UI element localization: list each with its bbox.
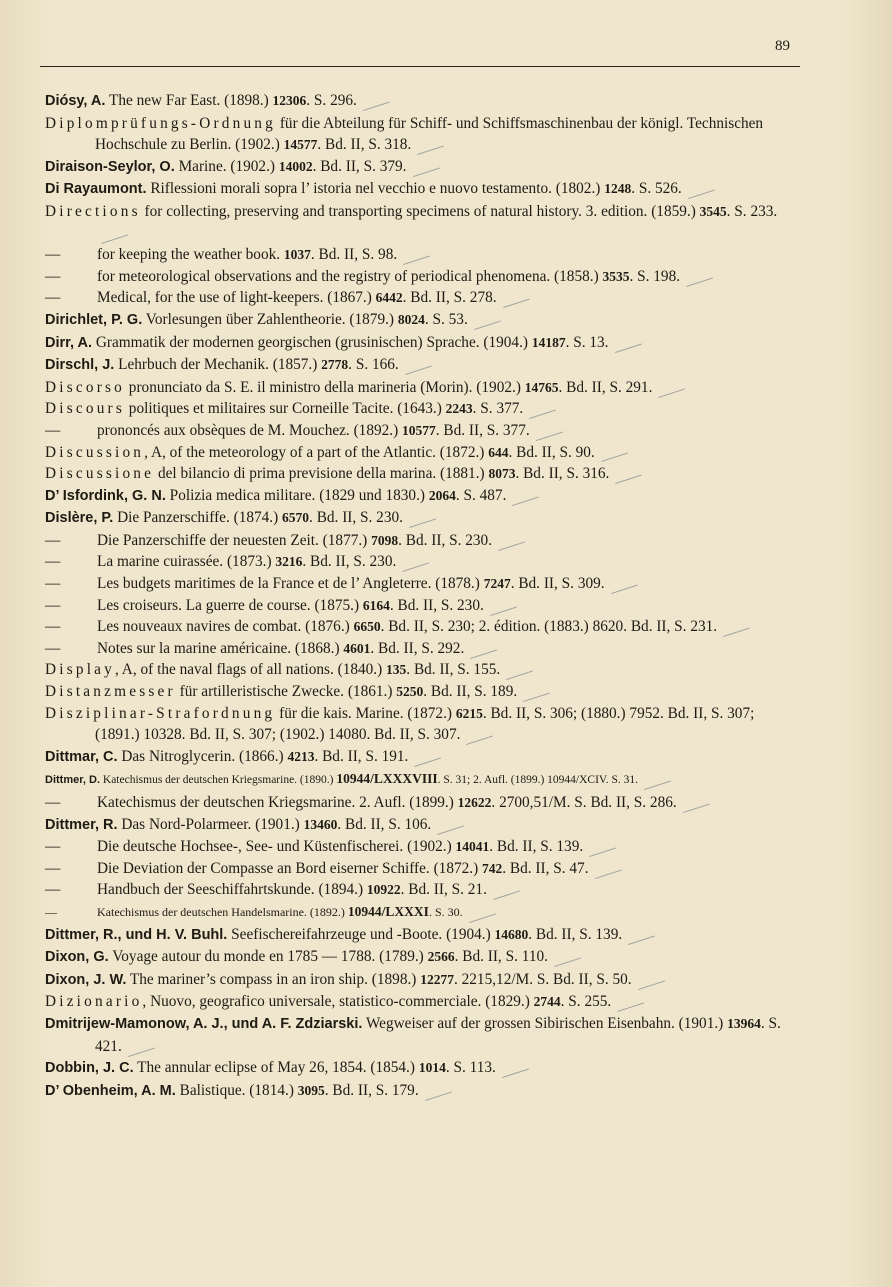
pencil-check-mark	[466, 904, 496, 923]
entry-number: 13460	[303, 816, 338, 832]
entry-author: Dittmer, R., und H. V. Buhl.	[45, 926, 228, 943]
ditto-dash: —	[45, 859, 61, 877]
index-entry	[45, 681, 797, 703]
entry-title: Vorlesungen über Zahlentheorie. (1879.)	[142, 310, 398, 328]
entry-location: . Bd. II, S. 318.	[317, 136, 412, 154]
entry-title: The annular eclipse of May 26, 1854. (1854.)	[133, 1059, 419, 1077]
entry-location: . Bd. II, S. 230; 2. édition. (1883.) 8620. Bd. II, S. 231.	[380, 618, 718, 636]
entry-location: . Bd. II, S. 230.	[309, 509, 403, 527]
ditto-dash: —	[45, 246, 61, 264]
entry-location: . Bd. II, S. 98.	[310, 246, 398, 264]
ditto-dash: —	[45, 421, 61, 439]
entry-number: 14577	[283, 137, 318, 153]
entry-location: . S. 166.	[348, 356, 399, 374]
entry-number: 644	[488, 444, 509, 460]
entry-title: for collecting, preserving and transporting specimens of natural history. 3. edition. (1859.)	[140, 202, 700, 220]
index-entry	[45, 178, 797, 201]
pencil-check-mark	[499, 1059, 529, 1078]
entry-title: for meteorological observations and the registry of periodical phenomena. (1858.)	[97, 267, 603, 285]
entry-number: 4213	[287, 748, 315, 764]
header-rule	[40, 66, 800, 67]
index-subentry	[45, 595, 797, 617]
entry-title: für artilleristische Zwecke. (1861.)	[175, 683, 397, 701]
pencil-check-mark	[490, 881, 520, 900]
ditto-dash: —	[45, 531, 61, 549]
pencil-check-mark	[414, 136, 444, 155]
entry-author: Dirschl, J.	[45, 357, 115, 374]
entry-location: . S. 255.	[560, 993, 612, 1011]
pencil-check-mark	[685, 180, 715, 199]
index-entry	[45, 1013, 797, 1057]
pencil-check-mark	[509, 487, 539, 506]
index-subentry	[45, 551, 797, 573]
entry-title: für die Abteilung für Schiff- und Schiffsmaschinenbau der königl. Technischen Hochschule zu Berlin. (1902.)	[95, 114, 764, 154]
pencil-check-mark	[526, 400, 556, 419]
pencil-check-mark	[411, 748, 441, 767]
pencil-check-mark	[402, 356, 432, 375]
pencil-check-mark	[503, 661, 533, 680]
entry-title: Die Panzerschiffe der neuesten Zeit. (1877.)	[97, 531, 372, 549]
pencil-check-mark	[612, 465, 642, 484]
entry-number: 10944/LXXXVIII	[336, 771, 438, 787]
entry-title: Wegweiser auf der grossen Sibirischen Eisenbahn. (1901.)	[362, 1014, 728, 1032]
pencil-check-mark	[98, 224, 128, 243]
pencil-check-mark	[611, 333, 641, 352]
index-entry	[45, 463, 797, 485]
entry-title: Voyage autour du monde en 1785 — 1788. (1789.)	[108, 948, 428, 966]
entry-title: , A, of the meteorology of a part of the Atlantic. (1872.)	[144, 443, 489, 461]
entry-location: . Bd. II, S. 377.	[435, 421, 530, 439]
entry-title: Seefischereifahrzeuge und -Boote. (1904.)	[227, 925, 495, 943]
index-subentry	[45, 879, 797, 901]
index-subentry	[45, 530, 797, 552]
entry-title: Notes sur la marine américaine. (1868.)	[97, 639, 344, 657]
index-entry	[45, 659, 797, 681]
pencil-check-mark	[592, 860, 622, 879]
entry-title: Riflessioni morali sopra l’ istoria nel vecchio e nuovo testamento. (1802.)	[146, 180, 605, 198]
pencil-check-mark	[608, 575, 638, 594]
entry-number: 8024	[397, 311, 425, 327]
pencil-check-mark	[125, 1037, 155, 1056]
entry-keyword: Discussion	[45, 443, 145, 461]
entry-number: 6215	[455, 705, 483, 721]
entry-number: 10577	[402, 422, 436, 438]
entry-location: . S. 487.	[455, 486, 507, 504]
pencil-check-mark	[463, 726, 493, 745]
entry-location: . S. 198.	[629, 267, 681, 285]
index-entry-list	[45, 90, 797, 1102]
index-entry	[45, 377, 797, 399]
entry-keyword: Discorso	[45, 378, 125, 396]
entry-number: 14680	[494, 926, 529, 942]
entry-number: 3095	[297, 1082, 325, 1098]
entry-location: . S. 30.	[428, 904, 463, 919]
index-entry	[45, 485, 797, 508]
entry-author: Dittmer, R.	[45, 816, 118, 833]
entry-location: . Bd. II, S. 106.	[337, 815, 432, 833]
entry-number: 742	[482, 860, 503, 876]
entry-title: Les croiseurs. La guerre de course. (1875.)	[97, 596, 363, 614]
entry-number: 4601	[343, 640, 371, 656]
entry-number: 6164	[362, 597, 390, 613]
entry-number: 14002	[278, 158, 313, 174]
entry-number: 8073	[488, 466, 516, 482]
entry-title: Medical, for the use of light-keepers. (1867.)	[97, 289, 376, 307]
index-entry	[45, 398, 797, 420]
index-entry	[45, 1057, 797, 1080]
pencil-check-mark	[487, 597, 517, 616]
entry-keyword: Diplomprüfungs-Ordnung	[45, 114, 277, 132]
entry-title: Les nouveaux navires de combat. (1876.)	[97, 618, 354, 636]
pencil-check-mark	[471, 311, 501, 330]
entry-title: , Nuovo, geografico universale, statistico-commerciale. (1829.)	[142, 993, 534, 1011]
ditto-dash: —	[45, 794, 61, 811]
entry-location: . Bd. II, S. 191.	[314, 747, 409, 765]
index-entry	[45, 924, 797, 947]
entry-number: 13964	[727, 1015, 761, 1031]
entry-title: Das Nitroglycerin. (1866.)	[117, 747, 288, 765]
entry-title: Marine. (1902.)	[174, 157, 279, 175]
pencil-check-mark	[683, 268, 713, 287]
entry-author: D’ Obenheim, A. M.	[45, 1082, 176, 1099]
pencil-check-mark	[551, 948, 581, 967]
entry-keyword: Dizionario	[45, 993, 143, 1011]
index-subentry	[45, 420, 797, 442]
index-subentry	[45, 287, 797, 309]
entry-location: . S. 233.	[726, 202, 778, 220]
entry-location: . Bd. II, S. 291.	[558, 378, 653, 396]
entry-location: . S. 296.	[306, 92, 357, 109]
index-subentry	[45, 244, 797, 266]
entry-author: Dobbin, J. C.	[45, 1060, 134, 1077]
index-subentry	[45, 792, 797, 814]
entry-number: 3545	[699, 203, 727, 219]
entry-title: The mariner’s compass in an iron ship. (1898.)	[126, 970, 421, 988]
entry-title: prononcés aux obsèques de M. Mouchez. (1892.)	[97, 421, 403, 439]
index-entry	[45, 309, 797, 332]
entry-number: 10922	[366, 882, 401, 898]
entry-author: Dittmer, D.	[45, 774, 101, 787]
entry-location: . Bd. II, S. 230.	[302, 553, 397, 571]
entry-number: 2566	[427, 949, 455, 965]
entry-author: Dirr, A.	[45, 334, 93, 351]
ditto-dash: —	[45, 904, 57, 919]
entry-title: Balistique. (1814.)	[175, 1081, 298, 1099]
entry-location: . S. 421.	[95, 1014, 781, 1055]
index-subentry	[45, 266, 797, 288]
pencil-check-mark	[680, 794, 710, 813]
ditto-dash: —	[45, 289, 61, 307]
index-entry	[45, 201, 797, 244]
entry-title: politiques et militaires sur Corneille Tacite. (1643.)	[124, 400, 446, 418]
entry-number: 5250	[396, 684, 424, 700]
entry-location: . Bd. II, S. 90.	[508, 443, 595, 461]
entry-author: Di Rayaumont.	[45, 181, 147, 198]
pencil-check-mark	[625, 925, 655, 944]
entry-keyword: Display	[45, 661, 115, 679]
index-subentry	[45, 573, 797, 595]
entry-author: D’ Isfordink, G. N.	[45, 487, 166, 504]
entry-number: 7098	[371, 532, 399, 548]
ditto-dash: —	[45, 881, 61, 899]
entry-number: 14187	[531, 334, 566, 350]
pencil-check-mark	[720, 618, 750, 637]
entry-keyword: Discours	[45, 400, 125, 418]
index-subentry	[45, 616, 797, 638]
index-subentry	[45, 836, 797, 858]
entry-title: Das Nord-Polarmeer. (1901.)	[117, 815, 304, 833]
entry-author: Dirichlet, P. G.	[45, 311, 143, 328]
ditto-dash: —	[45, 596, 61, 614]
entry-location: . S. 53.	[424, 310, 468, 328]
index-entry	[45, 332, 797, 355]
entry-title: Lehrbuch der Mechanik. (1857.)	[114, 356, 322, 374]
entry-number: 1037	[283, 247, 311, 263]
entry-author: Dittmar, C.	[45, 748, 118, 765]
index-entry	[45, 90, 797, 113]
entry-number: 2243	[445, 401, 473, 417]
entry-location: . Bd. II, S. 139.	[489, 838, 584, 856]
entry-location: . Bd. II, S. 179.	[324, 1081, 419, 1099]
entry-number: 1014	[418, 1060, 446, 1076]
entry-title: Les budgets maritimes de la France et de l’ Angleterre. (1878.)	[97, 575, 484, 593]
pencil-check-mark	[641, 771, 671, 790]
index-entry	[45, 354, 797, 377]
entry-location: . Bd. II, S. 47.	[502, 859, 589, 877]
entry-author: Dmitrijew-Mamonow, A. J., und A. F. Zdziarski.	[45, 1015, 363, 1032]
entry-keyword: Discussione	[45, 465, 155, 483]
pencil-check-mark	[655, 379, 685, 398]
entry-location: . 2215,12/M. S. Bd. II, S. 50.	[453, 970, 632, 988]
pencil-check-mark	[533, 422, 563, 441]
entry-location: . Bd. II, S. 292.	[370, 639, 465, 657]
entry-number: 7247	[483, 576, 511, 592]
entry-location: . Bd. II, S. 189.	[423, 683, 518, 701]
entry-location: . S. 377.	[472, 400, 524, 418]
pencil-check-mark	[434, 816, 464, 835]
entry-location: . S. 31; 2. Aufl. (1899.) 10944/XCIV. S. 31.	[437, 774, 639, 787]
pencil-check-mark	[586, 838, 616, 857]
entry-number: 12306	[272, 93, 307, 108]
entry-title: Handbuch der Seeschiffahrtskunde. (1894.)	[97, 881, 367, 899]
entry-author: Diraison-Seylor, O.	[45, 158, 175, 175]
entry-number: 2744	[533, 994, 561, 1010]
pencil-check-mark	[409, 158, 439, 177]
index-entry	[45, 814, 797, 837]
entry-location: . Bd. II, S. 278.	[402, 289, 497, 307]
entry-title: Katechismus der deutschen Kriegsmarine. (1890.)	[100, 774, 337, 787]
ditto-dash: —	[45, 553, 61, 571]
entry-title: Polizia medica militare. (1829 und 1830.)	[165, 486, 429, 504]
ditto-dash: —	[45, 639, 61, 657]
pencil-check-mark	[360, 92, 390, 111]
entry-number: 14041	[455, 839, 490, 855]
page-number: 89	[775, 38, 790, 54]
pencil-check-mark	[614, 993, 644, 1012]
pencil-check-mark	[399, 553, 429, 572]
entry-title: Katechismus der deutschen Kriegsmarine. 2. Aufl. (1899.)	[97, 794, 458, 811]
index-entry	[45, 969, 797, 992]
index-subentry	[45, 638, 797, 660]
entry-number: 3535	[602, 268, 630, 284]
pencil-check-mark	[635, 971, 665, 990]
entry-number: 1248	[604, 181, 632, 197]
entry-title: für die kais. Marine. (1872.)	[275, 704, 456, 722]
pencil-check-mark	[406, 509, 436, 528]
pencil-check-mark	[422, 1082, 452, 1101]
entry-location: . Bd. II, S. 110.	[454, 948, 548, 966]
entry-location: . 2700,51/M. S. Bd. II, S. 286.	[491, 794, 677, 811]
entry-location: . Bd. II, S. 21.	[400, 881, 487, 899]
entry-number: 6442	[375, 290, 403, 306]
pencil-check-mark	[400, 246, 430, 265]
index-subentry	[45, 858, 797, 880]
entry-author: Dislère, P.	[45, 510, 114, 527]
pencil-check-mark	[598, 443, 628, 462]
entry-author: Dixon, G.	[45, 949, 109, 966]
entry-location: . Bd. II, S. 155.	[406, 661, 501, 679]
entry-location: . Bd. II, S. 309.	[510, 575, 605, 593]
entry-keyword: Directions	[45, 202, 141, 220]
entry-number: 2778	[321, 357, 349, 373]
entry-number: 135	[386, 662, 407, 678]
index-entry	[45, 156, 797, 179]
index-entry	[45, 768, 797, 792]
entry-keyword: Distanzmesser	[45, 683, 176, 701]
entry-title: , A, of the naval flags of all nations. (1840.)	[115, 661, 387, 679]
index-entry	[45, 991, 797, 1013]
entry-title: Katechismus der deutschen Handelsmarine. (1892.)	[97, 904, 348, 919]
entry-title: La marine cuirassée. (1873.)	[97, 553, 276, 571]
entry-title: Grammatik der modernen georgischen (grusinischen) Sprache. (1904.)	[92, 333, 532, 351]
index-entry	[45, 746, 797, 769]
entry-title: pronunciato da S. E. il ministro della marineria (Morin). (1902.)	[124, 378, 525, 396]
pencil-check-mark	[500, 289, 530, 308]
entry-number: 12622	[457, 795, 492, 810]
entry-location: . Bd. II, S. 230.	[398, 531, 493, 549]
index-entry	[45, 113, 797, 156]
entry-number: 2064	[428, 487, 456, 503]
entry-title: for keeping the weather book.	[97, 246, 284, 264]
entry-location: . S. 113.	[445, 1059, 496, 1077]
entry-title: Die deutsche Hochsee-, See- und Küstenfischerei. (1902.)	[97, 838, 456, 856]
entry-location: . S. 526.	[631, 180, 682, 198]
entry-number: 6570	[282, 510, 310, 526]
entry-location: . S. 13.	[565, 333, 609, 351]
entry-author: Diósy, A.	[45, 93, 106, 109]
index-entry	[45, 1080, 797, 1103]
pencil-check-mark	[467, 640, 497, 659]
pencil-check-mark	[520, 683, 550, 702]
index-entry	[45, 507, 797, 530]
entry-title: The new Far East. (1898.)	[105, 92, 273, 109]
entry-number: 3216	[275, 554, 303, 570]
entry-number: 6650	[353, 619, 381, 635]
pencil-check-mark	[495, 532, 525, 551]
entry-keyword: Disziplinar-Strafordnung	[45, 704, 276, 722]
entry-author: Dixon, J. W.	[45, 971, 127, 988]
entry-number: 10944/LXXXI	[347, 903, 429, 919]
ditto-dash: —	[45, 618, 61, 636]
entry-title: Die Deviation der Compasse an Bord eiserner Schiffe. (1872.)	[97, 859, 483, 877]
ditto-dash: —	[45, 838, 61, 856]
ditto-dash: —	[45, 267, 61, 285]
index-subentry	[45, 901, 797, 924]
entry-location: . Bd. II, S. 379.	[312, 157, 407, 175]
ditto-dash: —	[45, 575, 61, 593]
entry-location: . Bd. II, S. 306; (1880.) 7952. Bd. II, S. 307; (1891.) 10328. Bd. II, S. 307; (1902.) 14080. Bd. II, S. 307.	[95, 704, 755, 744]
entry-title: del bilancio di prima previsione della marina. (1881.)	[154, 465, 489, 483]
entry-location: . Bd. II, S. 139.	[528, 925, 623, 943]
entry-number: 14765	[524, 379, 559, 395]
index-entry	[45, 703, 797, 746]
entry-location: . Bd. II, S. 316.	[515, 465, 610, 483]
index-entry	[45, 946, 797, 969]
entry-number: 12277	[420, 971, 454, 987]
entry-location: . Bd. II, S. 230.	[389, 596, 484, 614]
entry-title: Die Panzerschiffe. (1874.)	[113, 509, 283, 527]
index-entry	[45, 442, 797, 464]
